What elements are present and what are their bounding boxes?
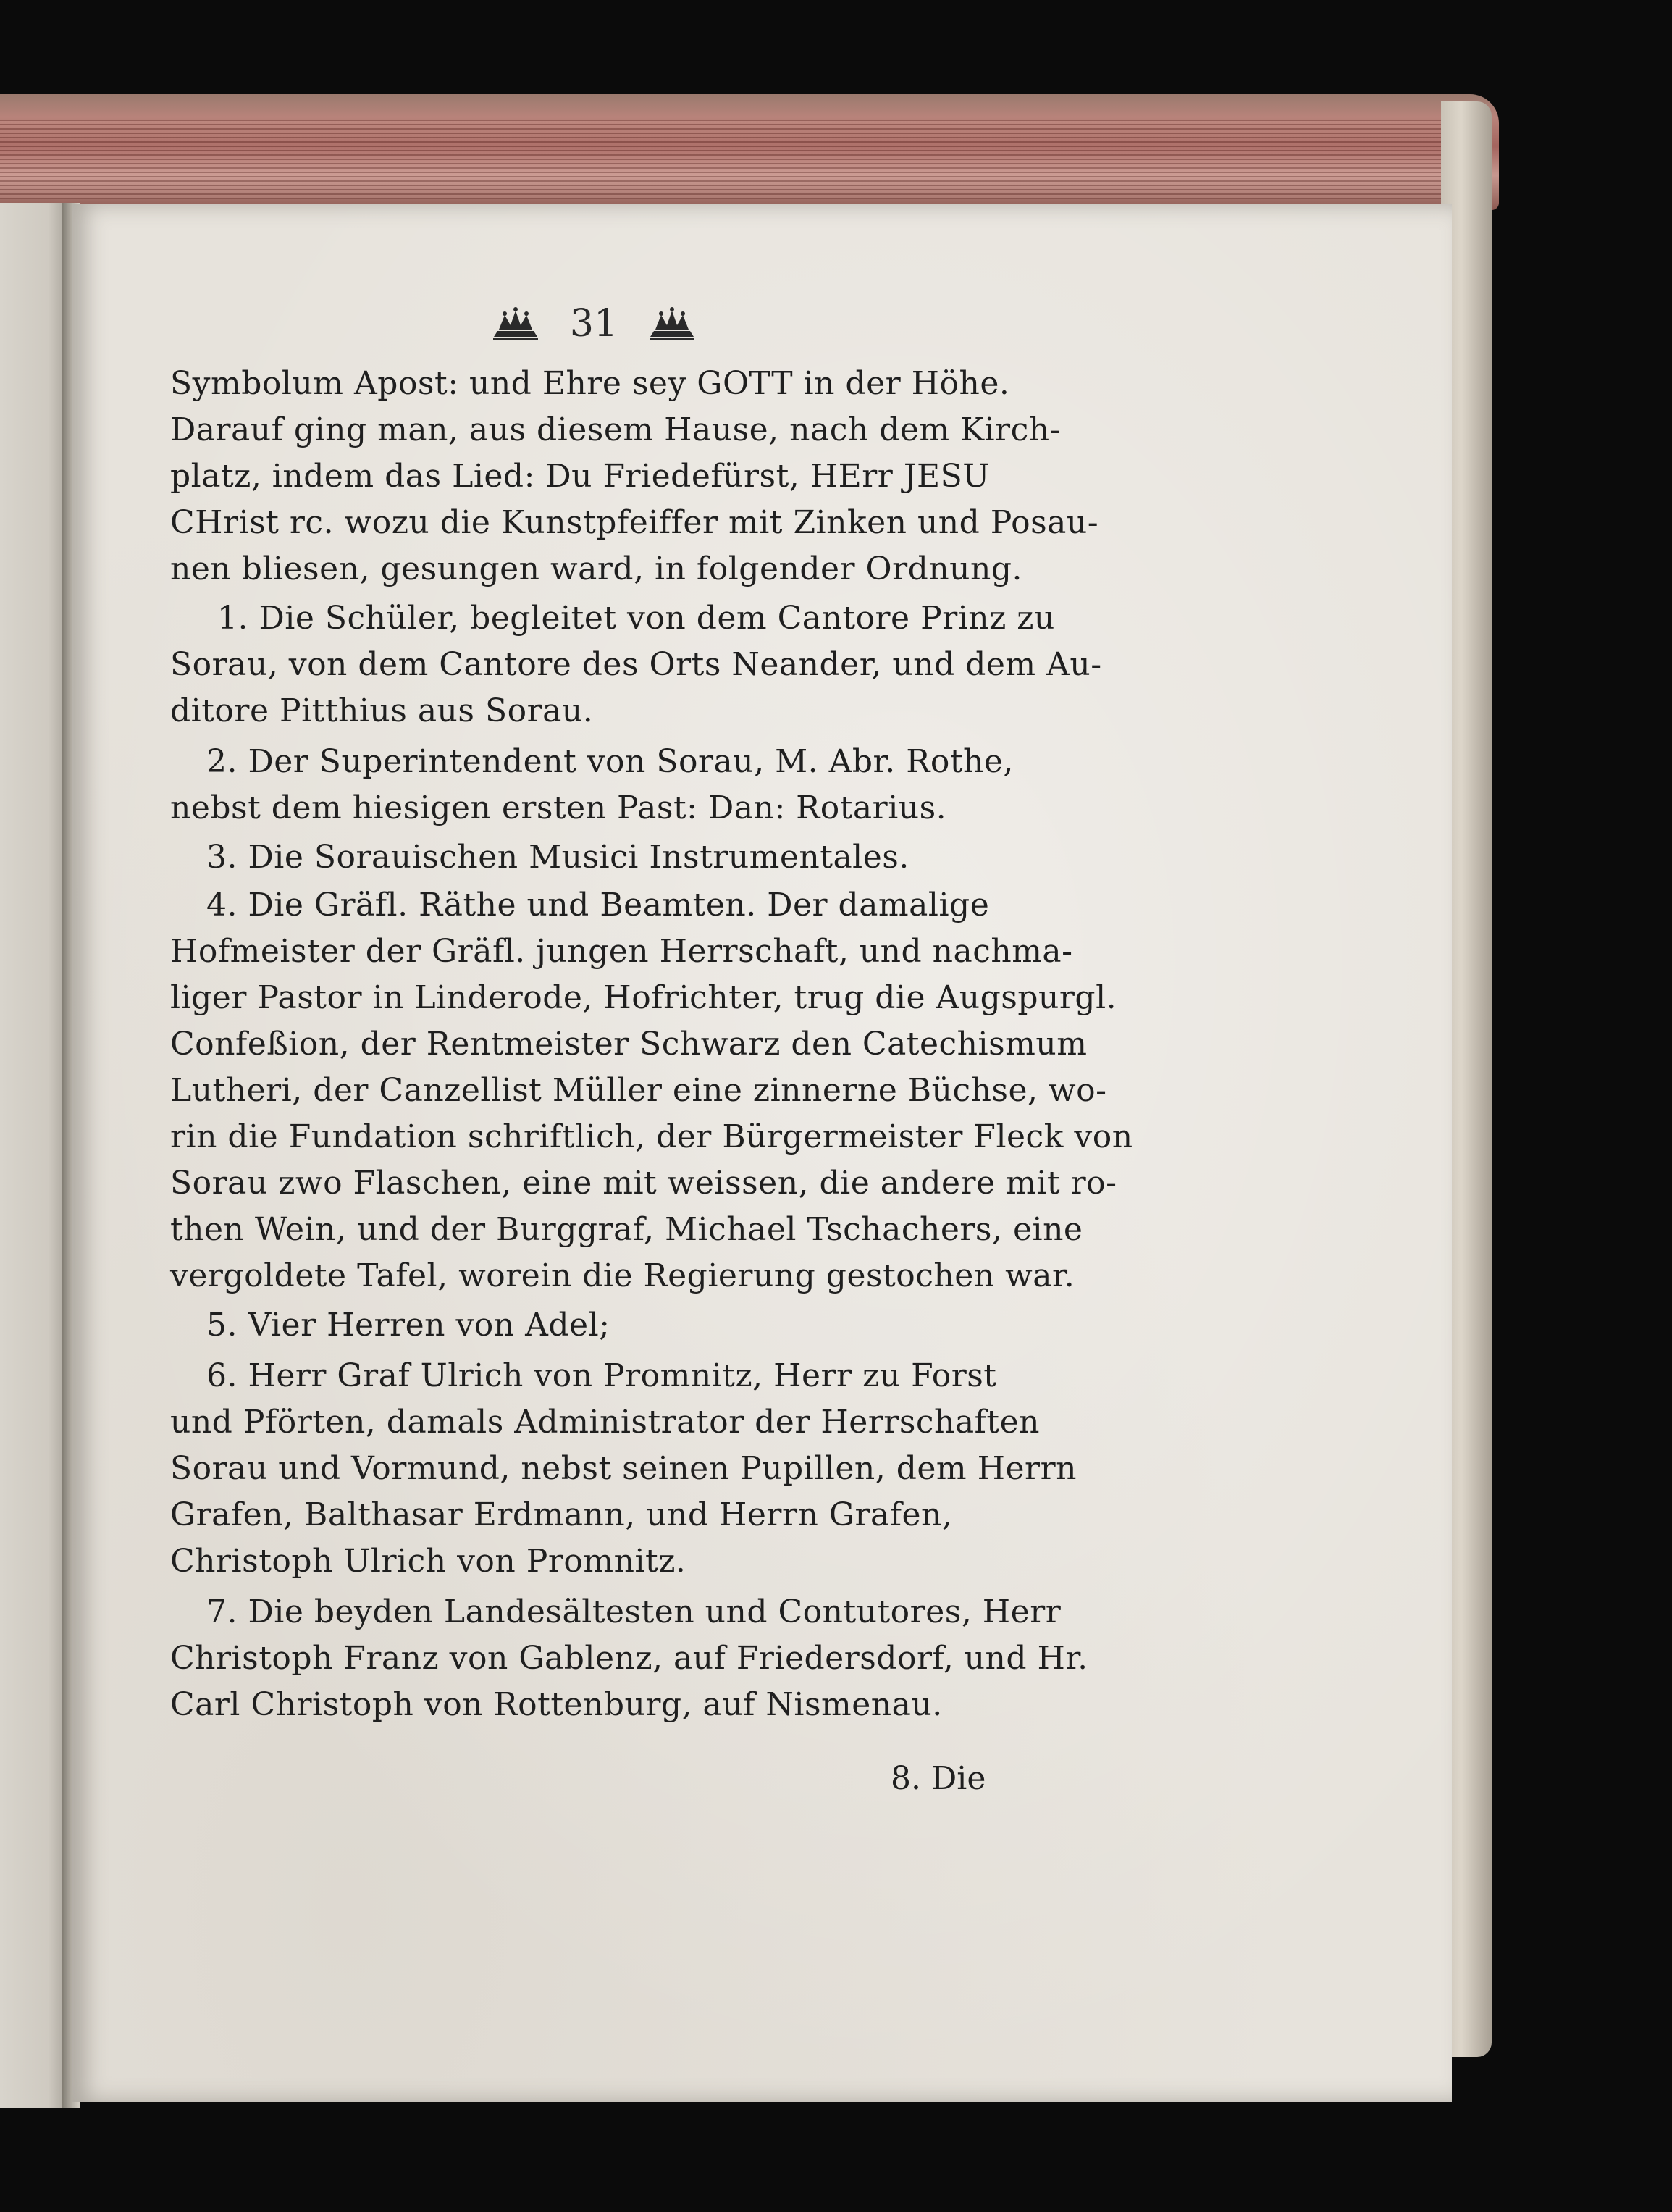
text-line: 2. Der Superintendent von Sorau, M. Abr. Rothe,	[206, 743, 1014, 780]
text-line: nen bliesen, gesungen ward, in folgender Ordnung.	[170, 550, 1022, 587]
catchword: 8. Die	[891, 1760, 986, 1797]
text-line: Sorau zwo Flaschen, eine mit weissen, die andere mit ro-	[170, 1165, 1117, 1202]
text-line: Lutheri, der Canzellist Müller eine zinnerne Büchse, wo-	[170, 1072, 1107, 1109]
text-line: Carl Christoph von Rottenburg, auf Nismenau.	[170, 1686, 943, 1723]
text-line: ditore Pitthius aus Sorau.	[170, 692, 594, 729]
text-line: Christoph Ulrich von Promnitz.	[170, 1543, 686, 1580]
text-line: Christoph Franz von Gablenz, auf Friedersdorf, und Hr.	[170, 1640, 1088, 1677]
text-line: 5. Vier Herren von Adel;	[206, 1307, 610, 1344]
text-line: Hofmeister der Gräfl. jungen Herrschaft, und nachma-	[170, 933, 1073, 970]
text-line: rin die Fundation schriftlich, der Bürgermeister Fleck von	[170, 1118, 1133, 1155]
text-line: 7. Die beyden Landesältesten und Contutores, Herr	[206, 1593, 1062, 1630]
text-line: 6. Herr Graf Ulrich von Promnitz, Herr zu Forst	[206, 1357, 997, 1394]
text-line: Darauf ging man, aus diesem Hause, nach dem Kirch-	[170, 411, 1061, 448]
page-block-lines	[0, 120, 1455, 199]
crown-ornament-right-icon	[647, 305, 697, 343]
crown-ornament-left-icon	[490, 305, 541, 343]
text-line: Sorau, von dem Cantore des Orts Neander, und dem Au-	[170, 646, 1102, 683]
text-line: Symbolum Apost: und Ehre sey GOTT in der Höhe.	[170, 365, 1010, 402]
text-line: 3. Die Sorauischen Musici Instrumentales.	[206, 839, 909, 876]
page-number: 31	[569, 302, 618, 345]
book-page	[72, 204, 1452, 2102]
text-line: nebst dem hiesigen ersten Past: Dan: Rotarius.	[170, 789, 947, 826]
text-line: Grafen, Balthasar Erdmann, und Herrn Grafen,	[170, 1496, 953, 1533]
text-line: liger Pastor in Linderode, Hofrichter, trug die Augspurgl.	[170, 979, 1117, 1016]
text-line: CHrist rc. wozu die Kunstpfeiffer mit Zinken und Posau-	[170, 504, 1099, 541]
text-line: Sorau und Vormund, nebst seinen Pupillen, dem Herrn	[170, 1450, 1077, 1487]
text-line: 1. Die Schüler, begleitet von dem Cantore Prinz zu	[217, 600, 1055, 637]
text-line: 4. Die Gräfl. Räthe und Beamten. Der damalige	[206, 887, 990, 923]
text-line: Confeßion, der Rentmeister Schwarz den Catechismum	[170, 1026, 1088, 1063]
text-line: und Pförten, damals Administrator der Herrschaften	[170, 1404, 1040, 1441]
left-page	[0, 203, 69, 2108]
text-line: then Wein, und der Burggraf, Michael Tschachers, eine	[170, 1211, 1083, 1248]
text-line: platz, indem das Lied: Du Friedefürst, HErr JESU	[170, 458, 990, 495]
text-line: vergoldete Tafel, worein die Regierung gestochen war.	[170, 1257, 1075, 1294]
running-head	[420, 298, 768, 349]
